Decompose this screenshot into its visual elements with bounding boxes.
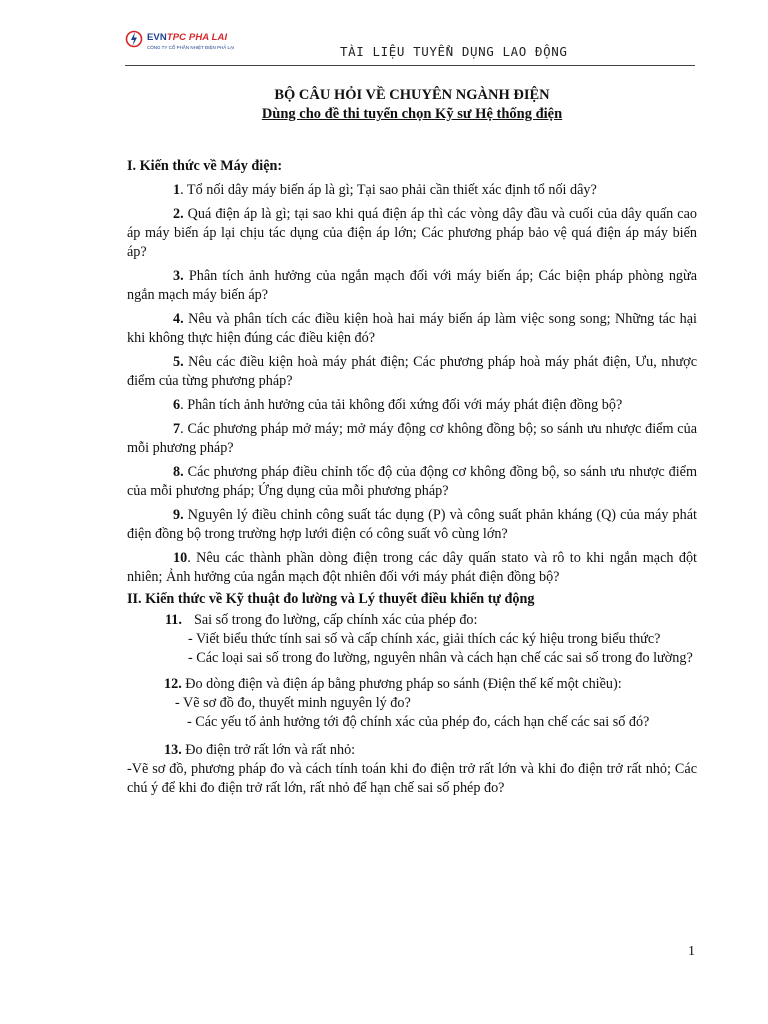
question-number: 9. — [173, 507, 184, 523]
header-divider — [125, 65, 695, 66]
question-text: Các phương pháp điều chỉnh tốc độ của động cơ không đồng bộ, so sánh ưu nhược điểm của mỗi phương pháp; Ứng dụng của mỗi phương pháp? — [127, 464, 697, 499]
question-text: . Tổ nối dây máy biến áp là gì; Tại sao phải cần thiết xác định tổ nối dây? — [180, 182, 597, 198]
question-text: Quá điện áp là gì; tại sao khi quá điện áp thì các vòng dây đầu và cuối của dây quấn cao áp máy biến áp lại chịu tác dụng của điện áp lớn; Các phương pháp bảo vệ quá điện áp máy biến áp? — [127, 206, 697, 260]
question-item — [127, 205, 697, 262]
question-text: . Nêu các thành phần dòng điện trong các dây quấn stato và rô to khi ngắn mạch đột nhiên; Ảnh hưởng của ngắn mạch đột nhiên đối với máy phát điện đồng bộ? — [127, 550, 697, 585]
question-number: 2. — [173, 206, 184, 222]
question-item — [127, 181, 697, 200]
power-logo-icon — [125, 30, 143, 48]
header-title: TÀI LIỆU TUYỂN DỤNG LAO ĐỘNG — [340, 44, 568, 59]
document-subtitle: Dùng cho đề thi tuyển chọn Kỹ sư Hệ thống điện — [261, 106, 563, 122]
section-2-heading: II. Kiến thức về Kỹ thuật đo lường và Lý thuyết điều khiển tự động — [127, 591, 535, 607]
question-number: 1 — [173, 182, 181, 198]
question-12: 12. Đo dòng điện và điện áp bằng phương pháp so sánh (Điện thế kế một chiều): — [164, 676, 622, 692]
logo-text: EVNTPC PHA LAI — [147, 32, 228, 43]
question-item — [127, 549, 697, 587]
question-number: 10 — [173, 550, 188, 566]
question-number: 7 — [173, 421, 181, 437]
question-number: 8. — [173, 464, 184, 480]
document-body — [127, 86, 697, 798]
question-12-item-1: - Vẽ sơ đồ đo, thuyết minh nguyên lý đo? — [175, 695, 411, 711]
question-item — [127, 267, 697, 305]
question-11-item-2: - Các loại sai số trong đo lường, nguyên nhân và cách hạn chế các sai số trong đo lường? — [188, 650, 693, 666]
question-text: . Các phương pháp mở máy; mở máy động cơ không đồng bộ; so sánh ưu nhược điểm của mỗi phương pháp? — [127, 421, 697, 456]
question-item — [127, 396, 697, 415]
question-13-item-1: -Vẽ sơ đồ, phương pháp đo và cách tính toán khi đo điện trở rất lớn và khi đo điện trở rất nhỏ; Các chú ý để khi đo điện trở rất lớn, rất nhỏ để hạn chế sai số phép đo? — [127, 761, 697, 796]
question-text: Nêu các điều kiện hoà máy phát điện; Các phương pháp hoà máy phát điện, Ưu, nhược điểm của từng phương pháp? — [127, 354, 697, 389]
question-number: 6 — [173, 397, 181, 413]
question-item — [127, 353, 697, 391]
company-logo — [125, 28, 275, 60]
section-1-questions — [127, 181, 697, 587]
question-11-item-1: - Viết biểu thức tính sai số và cấp chính xác, giải thích các ký hiệu trong biểu thức? — [188, 631, 661, 647]
logo-subtitle: CÔNG TY CỔ PHẦN NHIỆT ĐIỆN PHẢ LẠI — [147, 45, 235, 50]
document-title: BỘ CÂU HỎI VỀ CHUYÊN NGÀNH ĐIỆN — [274, 87, 550, 103]
question-text: Nêu và phân tích các điều kiện hoà hai máy biến áp làm việc song song; Những tác hại khi không thực hiện đúng các điều kiện đó? — [127, 311, 697, 346]
page-number: 1 — [688, 944, 695, 959]
question-item — [127, 463, 697, 501]
page-header — [0, 0, 768, 70]
section-1-heading: I. Kiến thức về Máy điện: — [127, 158, 283, 174]
question-text: . Phân tích ảnh hưởng của tải không đối xứng đối với máy phát điện đồng bộ? — [180, 397, 623, 413]
question-item — [127, 420, 697, 458]
question-11: 11. Sai số trong đo lường, cấp chính xác của phép đo: — [165, 612, 478, 628]
question-number: 4. — [173, 311, 184, 327]
question-item — [127, 506, 697, 544]
question-item — [127, 310, 697, 348]
question-text: Phân tích ảnh hưởng của ngắn mạch đối với máy biến áp; Các biện pháp phòng ngừa ngắn mạch máy biến áp? — [127, 268, 697, 303]
question-text: Nguyên lý điều chỉnh công suất tác dụng (P) và công suất phản kháng (Q) của máy phát điện đồng bộ trong trường hợp lưới điện có công suất vô cùng lớn? — [127, 507, 697, 542]
question-12-item-2: - Các yếu tố ảnh hưởng tới độ chính xác của phép đo, cách hạn chế các sai số đó? — [187, 714, 650, 730]
question-number: 5. — [173, 354, 184, 370]
question-number: 3. — [173, 268, 184, 284]
question-13: 13. Đo điện trở rất lớn và rất nhỏ: — [164, 742, 356, 758]
